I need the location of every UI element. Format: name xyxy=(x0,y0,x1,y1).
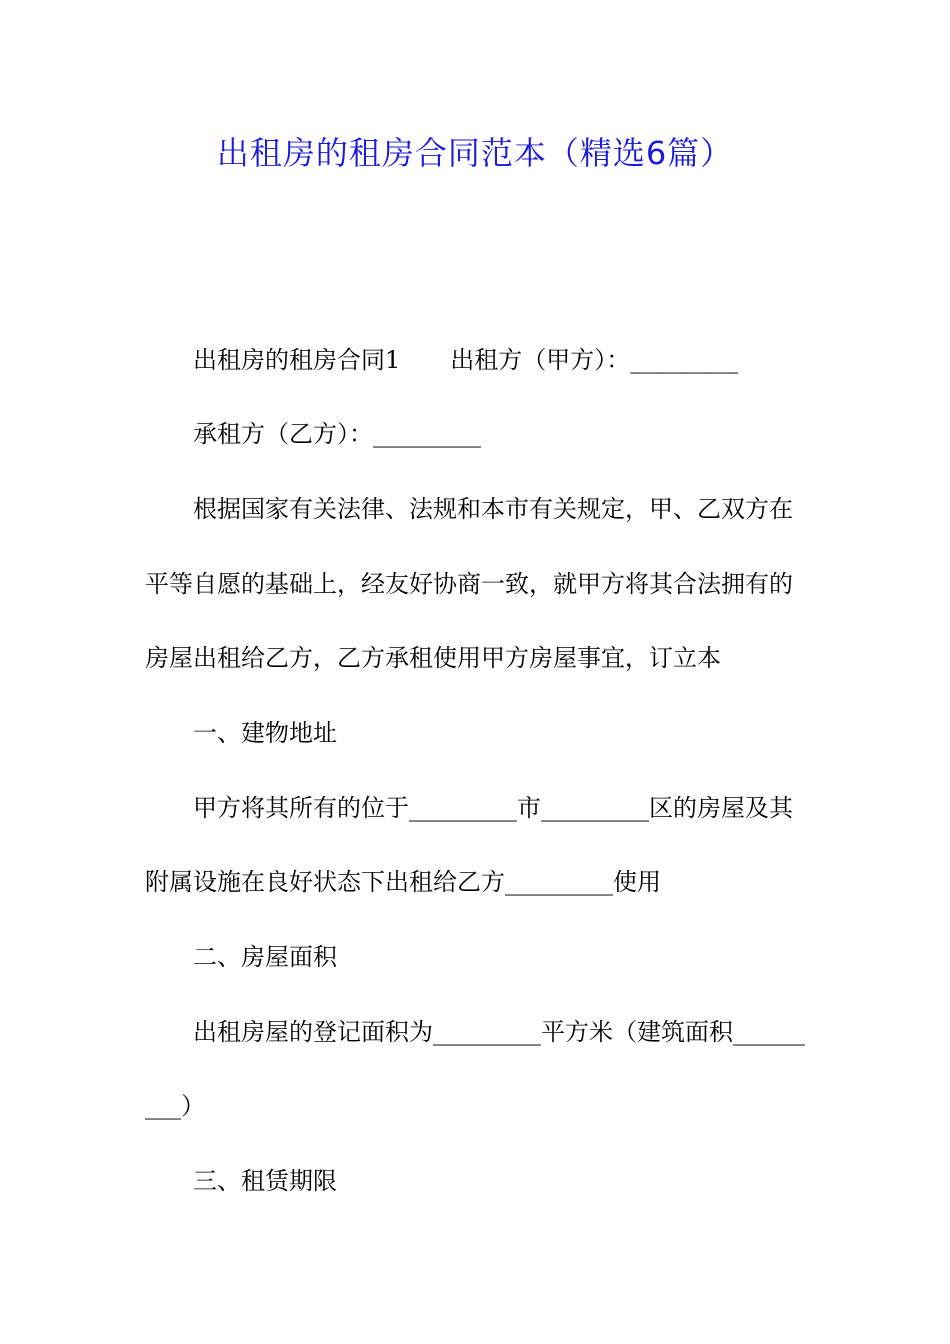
paragraph-line: 出租房屋的登记面积为_________平方米（建筑面积______ xyxy=(193,1018,805,1046)
document-title: 出租房的租房合同范本（精选6篇） xyxy=(216,134,734,172)
paragraph-line: ___） xyxy=(145,1092,205,1120)
paragraph-line: 附属设施在良好状态下出租给乙方_________使用 xyxy=(145,868,661,896)
section-heading: 三、租赁期限 xyxy=(193,1167,337,1195)
paragraph-line: 平等自愿的基础上，经友好协商一致，就甲方将其合法拥有的 xyxy=(145,570,793,598)
paragraph-line: 甲方将其所有的位于_________市_________区的房屋及其 xyxy=(193,794,793,822)
lessee-field: 承租方（乙方）：_________ xyxy=(193,420,481,448)
lessor-field: 出租方（甲方）：_________ xyxy=(450,346,739,374)
paragraph-line: 房屋出租给乙方，乙方承租使用甲方房屋事宜，订立本 xyxy=(145,644,721,672)
section-heading: 一、建物地址 xyxy=(193,719,337,747)
section-heading: 二、房屋面积 xyxy=(193,943,337,971)
contract-number-label: 出租房的租房合同1 xyxy=(193,346,401,374)
contract-heading-line xyxy=(0,340,950,380)
paragraph-line: 根据国家有关法律、法规和本市有关规定，甲、乙双方在 xyxy=(193,495,793,523)
